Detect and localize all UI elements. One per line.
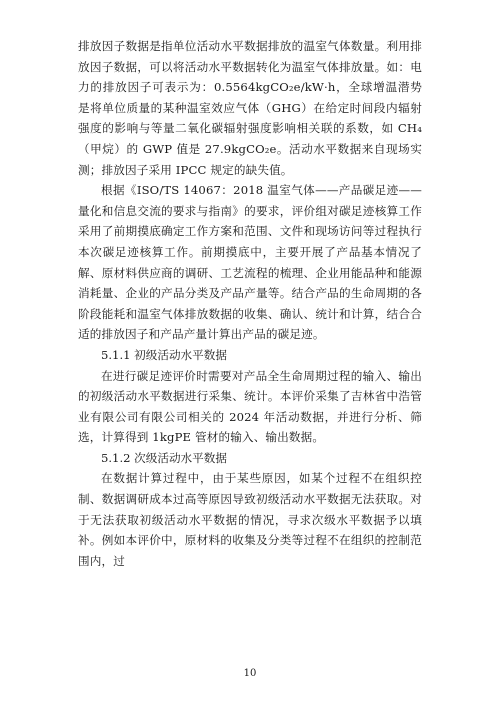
page-number: 10 (243, 668, 257, 679)
section-heading-primary-data: 5.1.1 初级活动水平数据 (101, 347, 227, 362)
body-text (78, 36, 422, 571)
paragraph-methodology: 根据《ISO/TS 14067：2018 温室气体——产品碳足迹——量化和信息交流的要求与指南》的要求，评价组对碳足迹核算工作采用了前期摸底确定工作方案和范围、文件和现场访问等过程执行本次碳足迹核算工作。前期摸底中，主要开展了产品基本情况了解、原材料供应商的调研、工艺流程的梳理、企业用能品种和能源消耗量、企业的产品分类及产品产量等。结合产品的生命周期的各阶段能耗和温室气体排放数据的收集、确认、统计和计算，结合合适的排放因子和产品产量计算出产品的碳足迹。 (78, 183, 422, 342)
section-heading-secondary-data: 5.1.2 次级活动水平数据 (101, 450, 227, 465)
paragraph-secondary-data: 在数据计算过程中，由于某些原因，如某个过程不在组织控制、数据调研成本过高等原因导致初级活动水平数据无法获取。对于无法获取初级活动水平数据的情况，寻求次级水平数据予以填补。例如本评价中，原材料的收集及分类等过程不在组织的控制范围内，过 (78, 471, 422, 568)
paragraph-primary-data: 在进行碳足迹评价时需要对产品全生命周期过程的输入、输出的初级活动水平数据进行采集、统计。本评价采集了吉林省中浩管业有限公司有限公司相关的 2024 年活动数据，并进行分析、筛选，计算得到 1kgPE 管材的输入、输出数据。 (78, 368, 422, 445)
paragraph-emission-factors: 排放因子数据是指单位活动水平数据排放的温室气体数量。利用排放因子数据，可以将活动水平数据转化为温室气体排放量。如：电力的排放因子可表示为：0.5564kgCO₂e/kW·h，全球增温潜势是将单位质量的某种温室效应气体（GHG）在给定时间段内辐射强度的影响与等量二氧化碳辐射强度影响相关联的系数，如 CH₄（甲烷）的 GWP 值是 27.9kgCO₂e。活动水平数据来自现场实测；排放因子采用 IPCC 规定的缺失值。 (78, 39, 422, 177)
